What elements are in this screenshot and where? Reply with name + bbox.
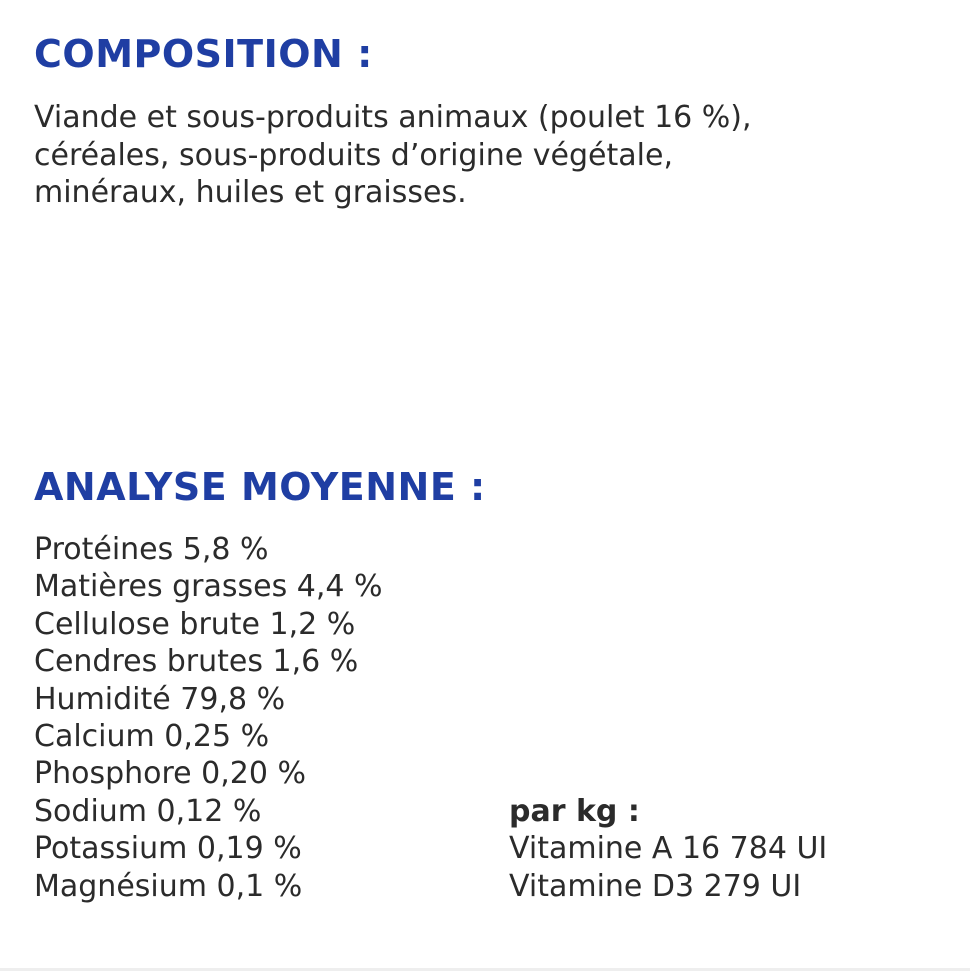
- analysis-heading: ANALYSE MOYENNE :: [34, 465, 486, 509]
- vitamins-heading: par kg :: [509, 794, 640, 829]
- analysis-item-proteines: Protéines 5,8 %: [34, 532, 269, 567]
- composition-text: [34, 99, 934, 212]
- vitamins-block: [509, 793, 827, 905]
- composition-line: minéraux, huiles et graisses.: [34, 175, 467, 210]
- analysis-list: [34, 531, 383, 905]
- analysis-item-cellulose-brute: Cellulose brute 1,2 %: [34, 606, 356, 642]
- composition-heading: COMPOSITION :: [34, 32, 373, 76]
- analysis-item-calcium: Calcium 0,25 %: [34, 719, 270, 755]
- vitamin-item-d3: Vitamine D3 279 UI: [509, 868, 802, 904]
- analysis-item-magnesium: Magnésium 0,1 %: [34, 868, 303, 904]
- analysis-item-humidite: Humidité 79,8 %: [34, 681, 286, 717]
- composition-line: céréales, sous-produits d’origine végétale,: [34, 137, 673, 173]
- analysis-item-sodium: Sodium 0,12 %: [34, 793, 262, 829]
- composition-line: Viande et sous-produits animaux (poulet 16 %),: [34, 100, 752, 135]
- vitamin-item-a: Vitamine A 16 784 UI: [509, 831, 828, 867]
- analysis-item-cendres-brutes: Cendres brutes 1,6 %: [34, 644, 359, 680]
- analysis-item-potassium: Potassium 0,19 %: [34, 831, 302, 867]
- analysis-item-phosphore: Phosphore 0,20 %: [34, 756, 307, 792]
- analysis-item-matieres-grasses: Matières grasses 4,4 %: [34, 569, 383, 605]
